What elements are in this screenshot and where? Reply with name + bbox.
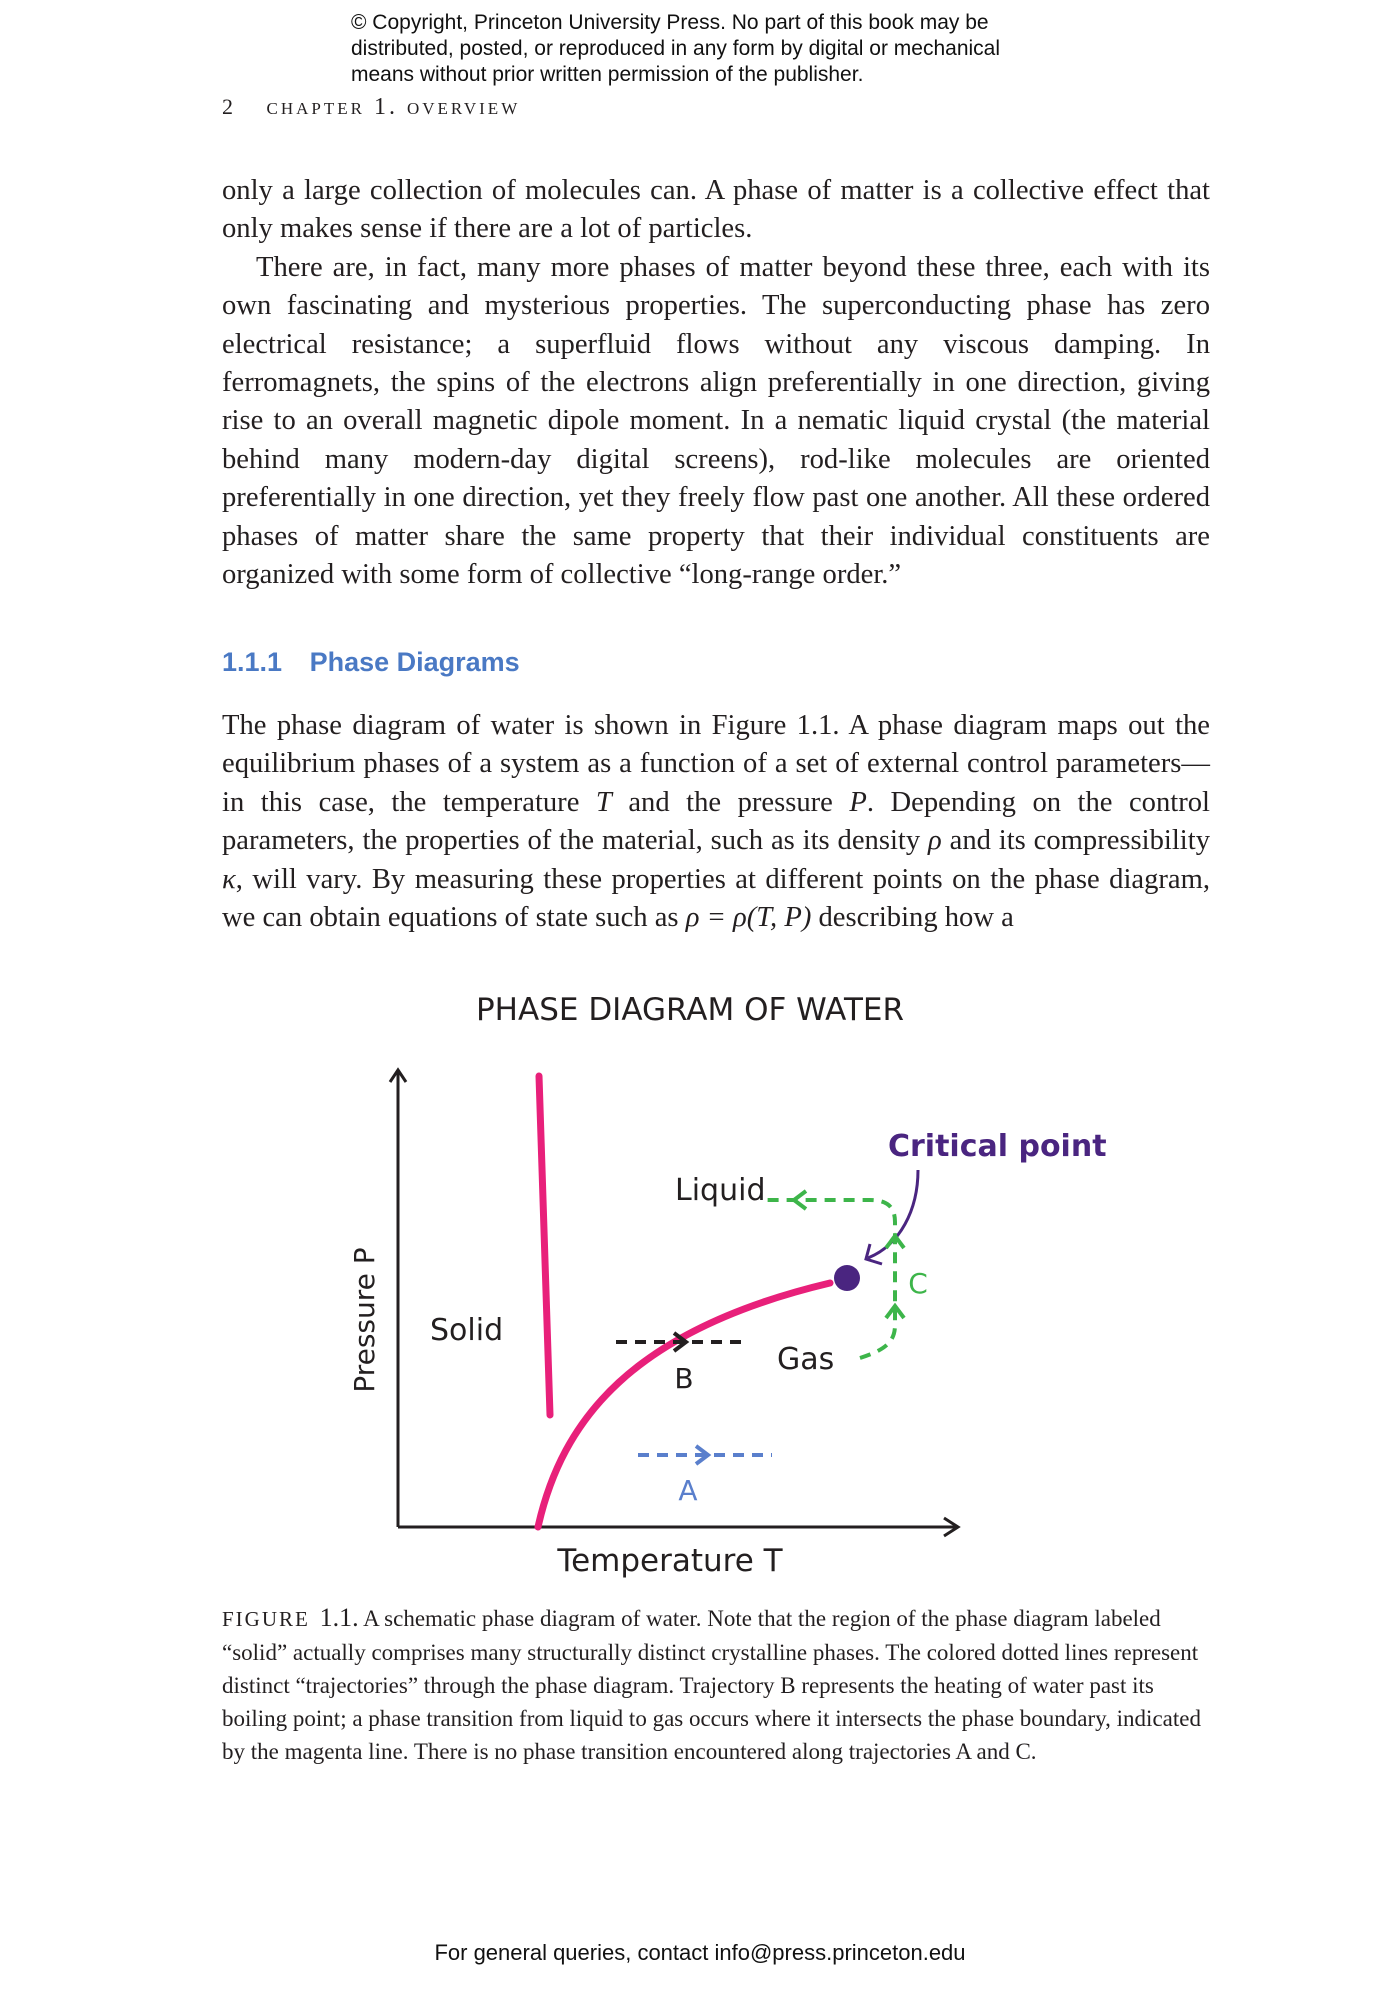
footer-contact: For general queries, contact info@press.princeton.edu <box>434 1940 966 1965</box>
text-run: and the pressure <box>611 786 850 818</box>
paragraph-3 <box>222 707 1210 937</box>
text-run: and its compressibility <box>941 825 1210 857</box>
gas-region-label: Gas <box>777 1342 835 1377</box>
text-run: The phase diagram of water is shown in Figure 1.1. A phase diagram maps out the equilibrium phases of a system as a function of a set of external control parameters—in this case, the temperature <box>222 710 1210 818</box>
trajectory-c-line <box>764 1200 895 1358</box>
trajectory-c-arrow-top <box>794 1191 806 1209</box>
y-axis-label: Pressure P <box>348 1247 381 1393</box>
copyright-line: © Copyright, Princeton University Press. No part of this book may be <box>351 11 989 34</box>
trajectory-b-label: B <box>674 1362 694 1395</box>
solid-liquid-boundary <box>539 1076 550 1415</box>
math-symbol: T <box>595 786 612 818</box>
phase-diagram-svg <box>340 990 1120 1590</box>
paragraph-2: There are, in fact, many more phases of matter beyond these three, each with its own fascinating and mysterious properties. The superconducting phase has zero electrical resistance; a superfluid flows without any viscous damping. In ferromagnets, the spins of the electrons align preferentially in one direction, giving rise to an overall magnetic dipole moment. In a nematic liquid crystal (the material behind many modern-day digital screens), rod-like molecules are oriented preferentially in one direction, yet they freely flow past one another. All these ordered phases of matter share the same property that their individual constituents are organized with some form of collective “long-range order.” <box>222 251 1210 591</box>
trajectory-a-label: A <box>678 1474 698 1507</box>
liquid-region-label: Liquid <box>675 1173 766 1208</box>
figure-title: PHASE DIAGRAM OF WATER <box>475 992 905 1028</box>
page-number: 2 <box>222 94 233 119</box>
caption-text: A schematic phase diagram of water. Note that the region of the phase diagram labeled “solid” actually comprises many structurally distinct crystalline phases. The colored dotted lines represent distinct “trajectories” through the phase diagram. Trajectory B represents the heating of water past its boiling point; a phase transition from liquid to gas occurs where it intersects the phase boundary, indicated by the magenta line. There is no phase transition encountered along trajectories A and C. <box>222 1606 1201 1764</box>
section-title: Phase Diagrams <box>309 647 520 677</box>
critical-point-dot <box>834 1265 860 1291</box>
paragraph-1: only a large collection of molecules can. A phase of matter is a collective effect that only makes sense if there are a lot of particles. <box>222 175 1210 245</box>
critical-point-label: Critical point <box>888 1129 1107 1164</box>
copyright-line: distributed, posted, or reproduced in any form by digital or mechanical <box>351 37 1001 60</box>
phase-diagram-figure <box>340 990 1120 1590</box>
text-run: . Depending on the control parameters, the properties of the material, such as its density <box>222 786 1210 857</box>
text-run: describing how a <box>811 902 1014 934</box>
solid-region-label: Solid <box>430 1313 504 1348</box>
figure-caption <box>222 1601 1210 1768</box>
copyright-notice <box>351 10 1111 88</box>
copyright-line: means without prior written permission of the publisher. <box>351 63 864 86</box>
body-paragraphs <box>222 172 1210 594</box>
chapter-title: chapter 1. overview <box>266 94 521 120</box>
caption-number: 1.1. <box>319 1603 359 1632</box>
running-head <box>222 94 520 121</box>
caption-label: FIGURE <box>222 1607 310 1631</box>
section-number: 1.1.1 <box>222 647 283 677</box>
math-symbol: κ <box>222 863 236 895</box>
equation: ρ = ρ(T, P) <box>685 902 812 934</box>
x-axis-label: Temperature T <box>557 1543 783 1579</box>
math-symbol: P <box>849 786 867 818</box>
text-run: , will vary. By measuring these properties at different points on the phase diagram, we can obtain equations of state such as <box>222 863 1210 934</box>
critical-point-pointer <box>868 1170 918 1258</box>
section-heading <box>222 647 520 678</box>
math-symbol: ρ <box>928 825 942 857</box>
trajectory-c-label: C <box>908 1267 928 1300</box>
